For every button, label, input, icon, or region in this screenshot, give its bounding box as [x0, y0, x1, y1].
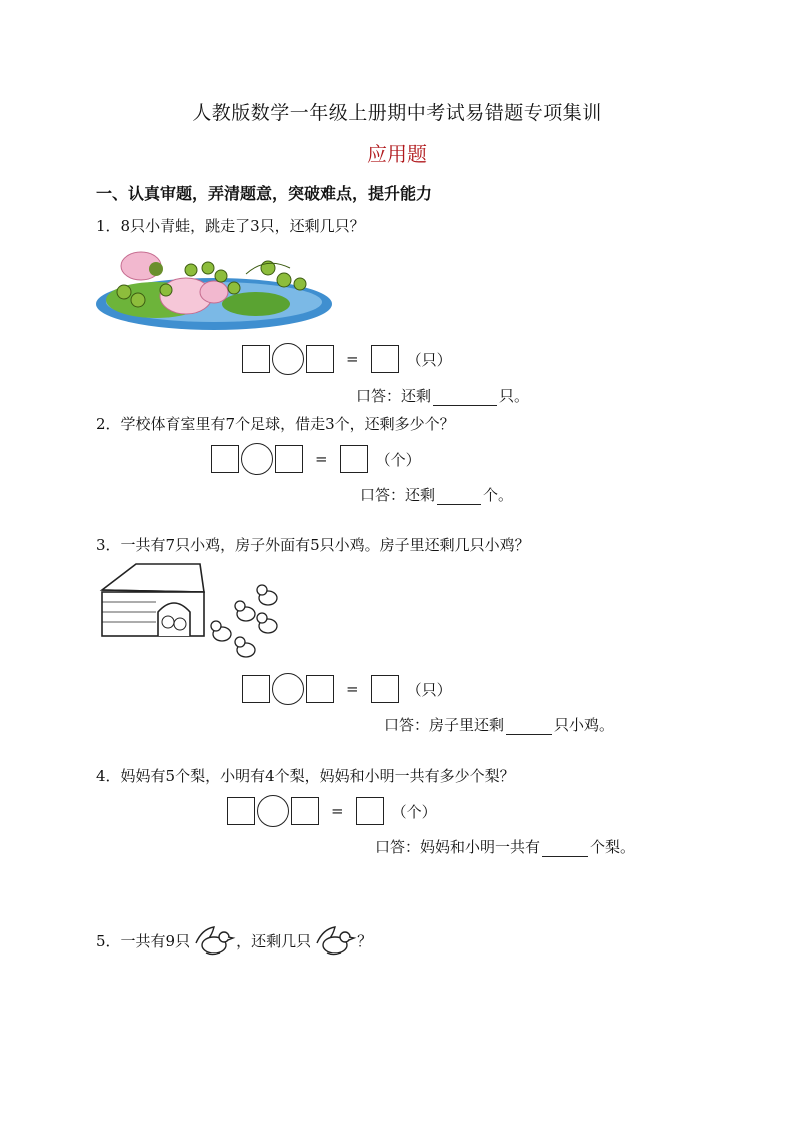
answer-box[interactable] — [211, 445, 239, 473]
question-2-text: 学校体育室里有7个足球，借走3个，还剩多少个？ — [120, 415, 455, 433]
question-4-answer — [375, 836, 635, 857]
result-box[interactable] — [340, 445, 368, 473]
question-4 — [96, 765, 515, 786]
question-5-text-a: 一共有9只 — [120, 931, 191, 950]
question-3-text: 一共有7只小鸡，房子外面有5只小鸡。房子里还剩几只小鸡？ — [120, 536, 530, 554]
answer-box[interactable] — [306, 345, 334, 373]
answer-prefix: 口答：房子里还剩 — [384, 716, 505, 734]
answer-box[interactable] — [306, 675, 334, 703]
question-4-equation — [227, 795, 437, 827]
question-4-text: 妈妈有5个梨，小明有4个梨，妈妈和小明一共有多少个梨？ — [120, 767, 515, 785]
operator-circle[interactable] — [257, 795, 289, 827]
unit-label: （只） — [406, 350, 452, 369]
answer-blank[interactable] — [506, 718, 552, 735]
answer-suffix: 只。 — [499, 387, 530, 405]
result-box[interactable] — [371, 675, 399, 703]
answer-blank[interactable] — [542, 840, 588, 857]
question-5 — [96, 923, 372, 957]
answer-prefix: 口答：妈妈和小明一共有 — [375, 838, 541, 856]
answer-box[interactable] — [242, 345, 270, 373]
chicks-illustration — [206, 580, 282, 662]
result-box[interactable] — [356, 797, 384, 825]
doghouse-illustration — [96, 562, 206, 638]
question-2-answer — [360, 484, 513, 505]
question-3 — [96, 534, 530, 555]
answer-box[interactable] — [227, 797, 255, 825]
equals-sign: = — [331, 802, 344, 820]
operator-circle[interactable] — [241, 443, 273, 475]
question-3-equation — [242, 673, 452, 705]
question-2-number: 2． — [96, 415, 121, 433]
question-2-equation — [211, 443, 421, 475]
unit-label: （只） — [406, 680, 452, 699]
answer-box[interactable] — [242, 675, 270, 703]
section-heading: 一、认真审题，弄清题意，突破难点，提升能力 — [96, 184, 433, 203]
question-3-number: 3． — [96, 536, 121, 554]
answer-prefix: 口答：还剩 — [356, 387, 432, 405]
equals-sign: = — [346, 680, 359, 698]
bird-icon — [313, 923, 355, 957]
answer-blank[interactable] — [433, 389, 497, 406]
document-title: 人教版数学一年级上册期中考试易错题专项集训 — [192, 102, 602, 124]
answer-box[interactable] — [291, 797, 319, 825]
unit-label: （个） — [391, 802, 437, 821]
frogs-lotus-illustration — [96, 246, 332, 332]
question-1-number: 1． — [96, 217, 121, 235]
equals-sign: = — [315, 450, 328, 468]
question-1 — [96, 215, 365, 236]
answer-suffix: 个。 — [483, 486, 514, 504]
operator-circle[interactable] — [272, 673, 304, 705]
question-5-text-c: ？ — [357, 931, 373, 950]
question-1-text: 8只小青蛙，跳走了3只，还剩几只？ — [120, 217, 365, 235]
question-3-answer — [384, 714, 614, 735]
equals-sign: = — [346, 350, 359, 368]
result-box[interactable] — [371, 345, 399, 373]
answer-suffix: 只小鸡。 — [554, 716, 615, 734]
answer-blank[interactable] — [437, 488, 481, 505]
document-subtitle: 应用题 — [367, 142, 427, 166]
question-5-number: 5． — [96, 931, 121, 950]
answer-prefix: 口答：还剩 — [360, 486, 436, 504]
question-5-text-b: ，还剩几只 — [236, 931, 312, 950]
question-2 — [96, 413, 455, 434]
question-1-equation — [242, 343, 452, 375]
question-1-answer — [356, 385, 529, 406]
unit-label: （个） — [375, 450, 421, 469]
question-4-number: 4． — [96, 767, 121, 785]
answer-box[interactable] — [275, 445, 303, 473]
answer-suffix: 个梨。 — [590, 838, 636, 856]
operator-circle[interactable] — [272, 343, 304, 375]
bird-icon — [192, 923, 234, 957]
